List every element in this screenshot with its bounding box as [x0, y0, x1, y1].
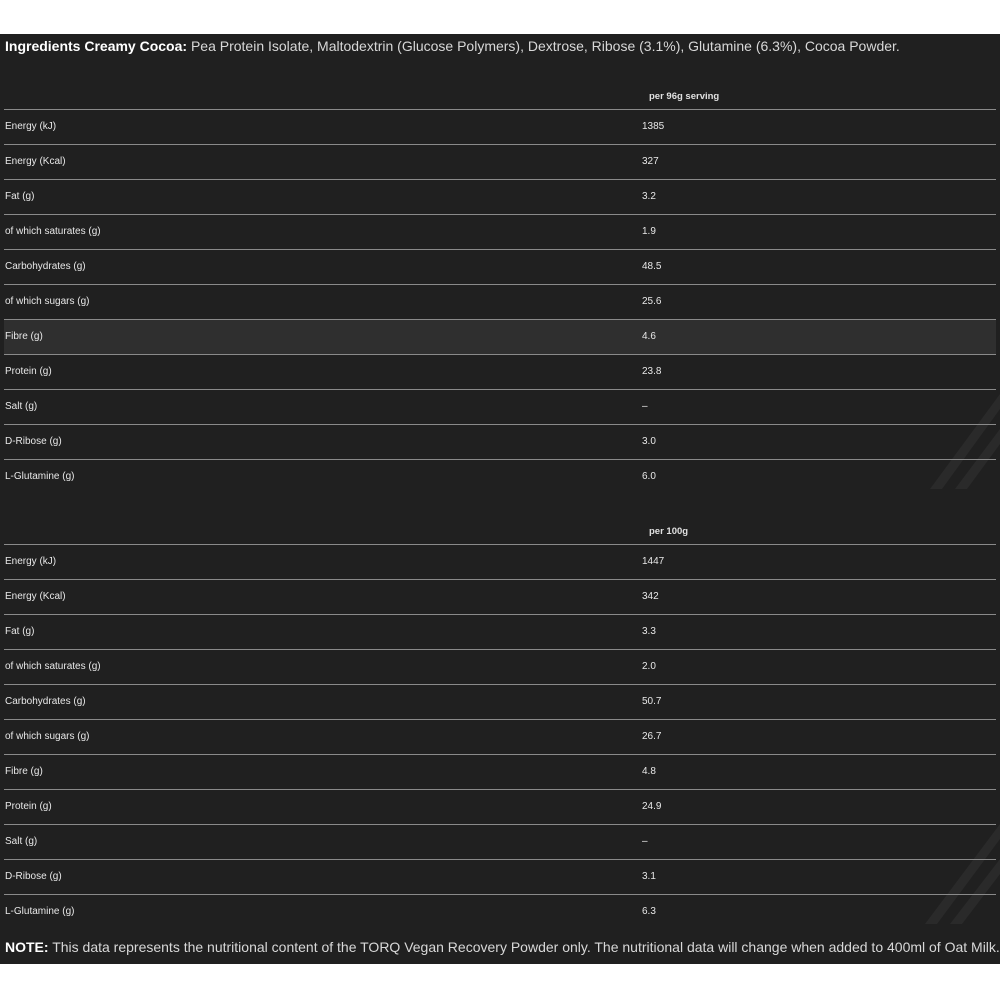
row-value: 3.3 — [642, 626, 656, 637]
table-row — [4, 895, 996, 929]
row-value: 6.0 — [642, 471, 656, 482]
row-label: Carbohydrates (g) — [5, 696, 86, 707]
table-row — [4, 860, 996, 895]
row-value: 3.1 — [642, 871, 656, 882]
row-value: 4.6 — [642, 331, 656, 342]
note-text: This data represents the nutritional content of the TORQ Vegan Recovery Powder only. The nutritional data will change when added to 400ml of Oat Milk. — [48, 939, 1000, 955]
row-value: 3.0 — [642, 436, 656, 447]
row-value: 24.9 — [642, 801, 662, 812]
row-value: – — [642, 836, 648, 847]
row-label: of which saturates (g) — [5, 226, 101, 237]
row-value: 25.6 — [642, 296, 662, 307]
table-header — [4, 69, 996, 110]
table-row — [4, 215, 996, 250]
row-value: 342 — [642, 591, 659, 602]
table-row — [4, 110, 996, 145]
table-row — [4, 425, 996, 460]
row-value: 26.7 — [642, 731, 662, 742]
nutrition-panel — [0, 34, 1000, 964]
table-row — [4, 460, 996, 494]
column-header-per-serving: per 96g serving — [649, 91, 720, 102]
row-value: 327 — [642, 156, 659, 167]
table-row — [4, 355, 996, 390]
row-value: 1447 — [642, 556, 665, 567]
row-label: L-Glutamine (g) — [5, 906, 75, 917]
row-label: of which saturates (g) — [5, 661, 101, 672]
row-value: – — [642, 401, 648, 412]
table-row — [4, 250, 996, 285]
table-row — [4, 720, 996, 755]
ingredients-label: Ingredients Creamy Cocoa: — [5, 38, 188, 54]
row-label: Protein (g) — [5, 801, 52, 812]
table-row — [4, 545, 996, 580]
row-value: 1385 — [642, 121, 665, 132]
row-label: D-Ribose (g) — [5, 871, 62, 882]
row-label: L-Glutamine (g) — [5, 471, 75, 482]
row-label: Salt (g) — [5, 836, 38, 847]
row-value: 1.9 — [642, 226, 656, 237]
table-header — [4, 504, 996, 545]
row-value: 48.5 — [642, 261, 662, 272]
row-label: of which sugars (g) — [5, 296, 90, 307]
nutrition-table-per-serving — [4, 69, 996, 494]
row-value: 23.8 — [642, 366, 662, 377]
table-row — [4, 615, 996, 650]
table-row — [4, 180, 996, 215]
ingredients-list: Pea Protein Isolate, Maltodextrin (Glucose Polymers), Dextrose, Ribose (3.1%), Glutamine (6.3%), Cocoa Powder. — [187, 38, 900, 54]
table-row — [4, 285, 996, 320]
table-row — [4, 825, 996, 860]
row-value: 4.8 — [642, 766, 656, 777]
row-label: Energy (kJ) — [5, 556, 57, 567]
row-label: Carbohydrates (g) — [5, 261, 86, 272]
table-row — [4, 755, 996, 790]
row-label: Fibre (g) — [5, 766, 43, 777]
table-row — [4, 580, 996, 615]
row-label: Salt (g) — [5, 401, 38, 412]
row-label: D-Ribose (g) — [5, 436, 62, 447]
row-label: Energy (Kcal) — [5, 156, 66, 167]
row-label: Protein (g) — [5, 366, 52, 377]
row-label: Energy (kJ) — [5, 121, 57, 132]
ingredients-text — [5, 38, 995, 54]
table-row — [4, 650, 996, 685]
nutrition-table-per-100g — [4, 504, 996, 929]
table-row — [4, 145, 996, 180]
row-value: 50.7 — [642, 696, 662, 707]
row-label: Fibre (g) — [5, 331, 43, 342]
table-row — [4, 390, 996, 425]
row-value: 6.3 — [642, 906, 656, 917]
disclaimer-note — [5, 939, 1000, 955]
row-label: Fat (g) — [5, 626, 35, 637]
note-label: NOTE: — [5, 939, 49, 955]
table-row-highlighted — [4, 320, 996, 355]
table-row — [4, 685, 996, 720]
row-label: Energy (Kcal) — [5, 591, 66, 602]
row-label: of which sugars (g) — [5, 731, 90, 742]
row-label: Fat (g) — [5, 191, 35, 202]
column-header-per-100g: per 100g — [649, 526, 689, 537]
row-value: 3.2 — [642, 191, 656, 202]
row-value: 2.0 — [642, 661, 656, 672]
table-row — [4, 790, 996, 825]
